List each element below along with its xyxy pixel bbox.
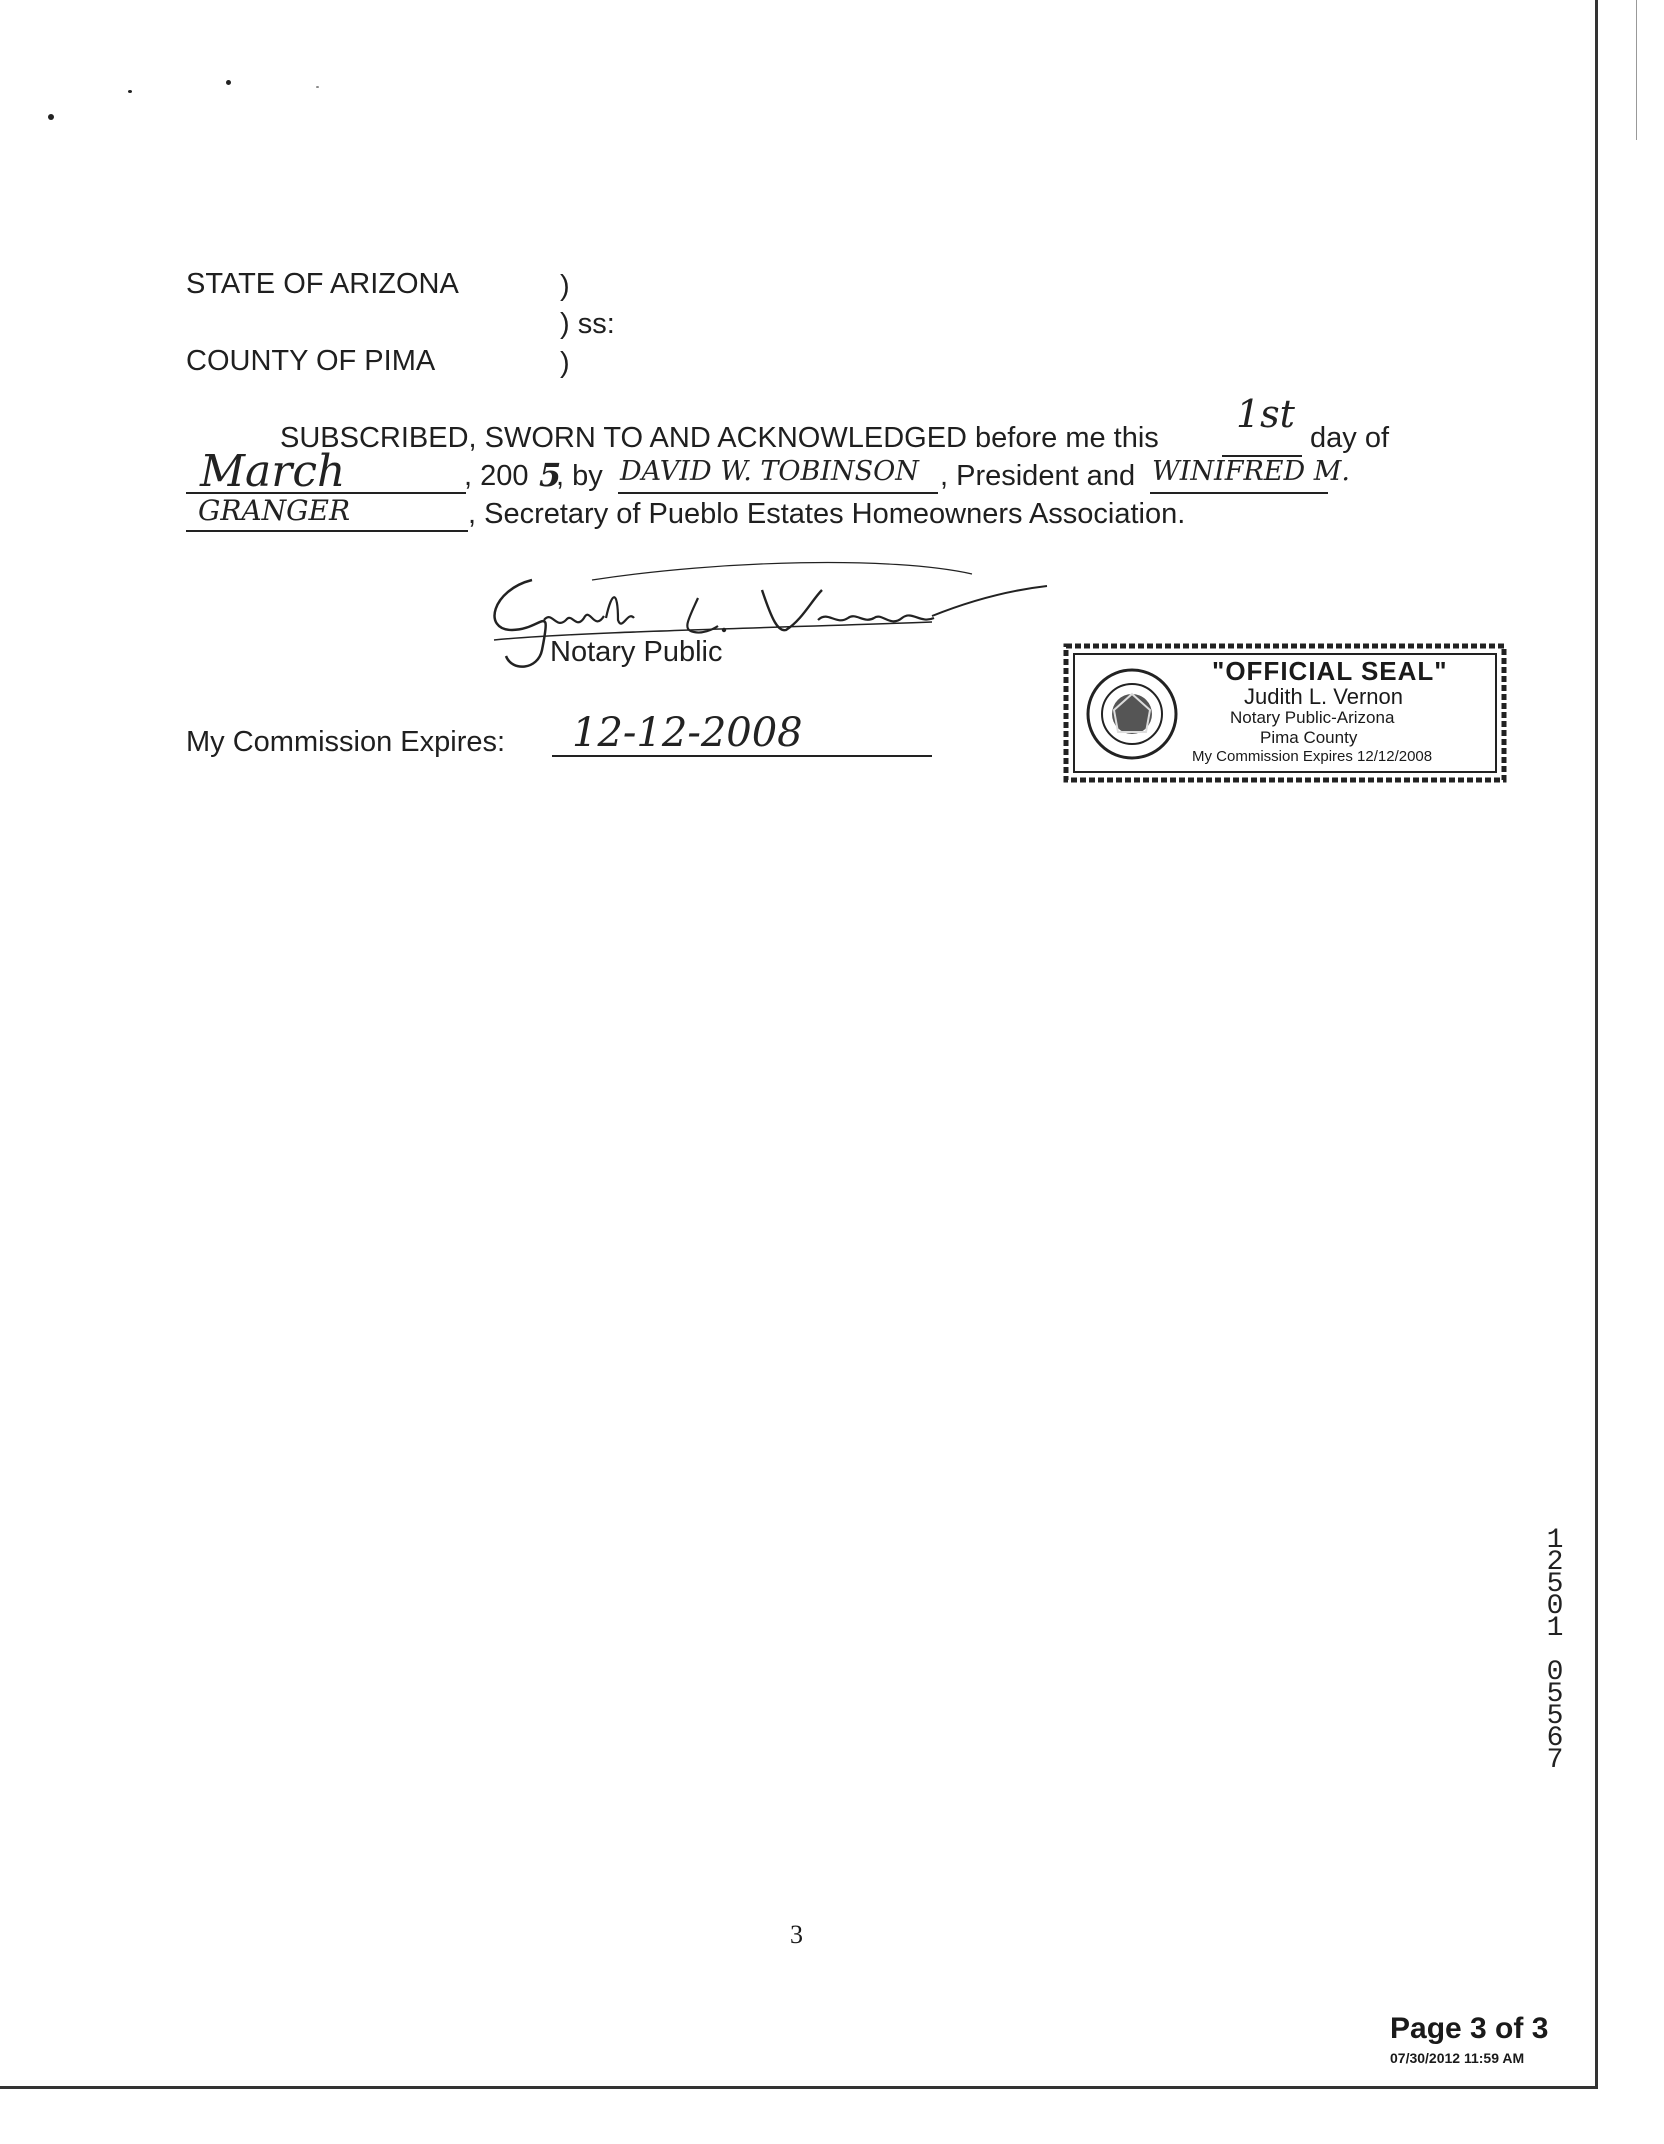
- commission-date-handwritten: 12-12-2008: [572, 710, 803, 756]
- secretary-text: , Secretary of Pueblo Estates Homeowners Association.: [468, 498, 1186, 530]
- acknowledgment-text: SUBSCRIBED, SWORN TO AND ACKNOWLEDGED before me this: [280, 422, 1159, 454]
- by-text: , by: [556, 460, 603, 492]
- scan-speck: [48, 114, 54, 120]
- secretary-first-handwritten: WINIFRED M.: [1152, 456, 1350, 487]
- state-label: STATE OF ARIZONA: [186, 268, 459, 300]
- seal-line-expiry: My Commission Expires 12/12/2008: [1192, 748, 1433, 765]
- scan-speck: [128, 90, 132, 93]
- year-handwritten-digit: 5: [539, 456, 562, 494]
- scan-speck: [226, 80, 231, 85]
- batch-digit: 1: [1546, 1613, 1564, 1644]
- batch-digit: 0: [1546, 1657, 1564, 1688]
- batch-digit: 1: [1546, 1525, 1564, 1556]
- president-name-handwritten: DAVID W. TOBINSON: [620, 456, 919, 487]
- scan-edge-right: [1595, 0, 1598, 2088]
- ss-label: ) ss:: [560, 308, 615, 340]
- secretary-underline: [1150, 492, 1328, 494]
- seal-title: "OFFICIAL SEAL": [1212, 656, 1448, 686]
- scan-edge-faint: [1636, 0, 1637, 140]
- secretary-last-handwritten: GRANGER: [198, 494, 351, 527]
- seal-notary-name: Judith L. Vernon: [1244, 684, 1404, 709]
- county-label: COUNTY OF PIMA: [186, 345, 436, 377]
- batch-digit: 6: [1546, 1723, 1564, 1754]
- page-number: 3: [790, 1920, 803, 1949]
- batch-digit: 5: [1546, 1679, 1564, 1710]
- scan-edge-bottom: [0, 2086, 1598, 2089]
- day-handwritten: 1st: [1236, 392, 1295, 436]
- batch-digit: 7: [1546, 1745, 1564, 1776]
- notary-seal-stamp: [1062, 642, 1508, 784]
- president-underline: [618, 492, 938, 494]
- batch-digit: 5: [1546, 1569, 1564, 1600]
- venue-paren: ): [560, 347, 570, 379]
- commission-label: My Commission Expires:: [186, 726, 506, 758]
- seal-line-county: Pima County: [1260, 728, 1358, 747]
- commission-underline: [552, 755, 932, 757]
- secretary-last-underline: [186, 530, 468, 532]
- batch-digit: 2: [1546, 1547, 1564, 1578]
- scan-speck: [316, 86, 319, 88]
- month-handwritten: March: [200, 446, 346, 497]
- venue-paren: ): [560, 270, 570, 302]
- president-text: , President and: [940, 460, 1136, 492]
- footer-timestamp: 07/30/2012 11:59 AM: [1390, 2050, 1525, 2066]
- batch-digit: 0: [1546, 1591, 1564, 1622]
- batch-digit: 5: [1546, 1701, 1564, 1732]
- seal-line-state: Notary Public-Arizona: [1230, 708, 1395, 727]
- batch-number: [1540, 1525, 1570, 1776]
- day-of-text: day of: [1310, 422, 1389, 454]
- notary-public-label: Notary Public: [550, 636, 723, 668]
- footer-page-label: Page 3 of 3: [1390, 2012, 1549, 2045]
- year-prefix: , 200: [464, 460, 529, 492]
